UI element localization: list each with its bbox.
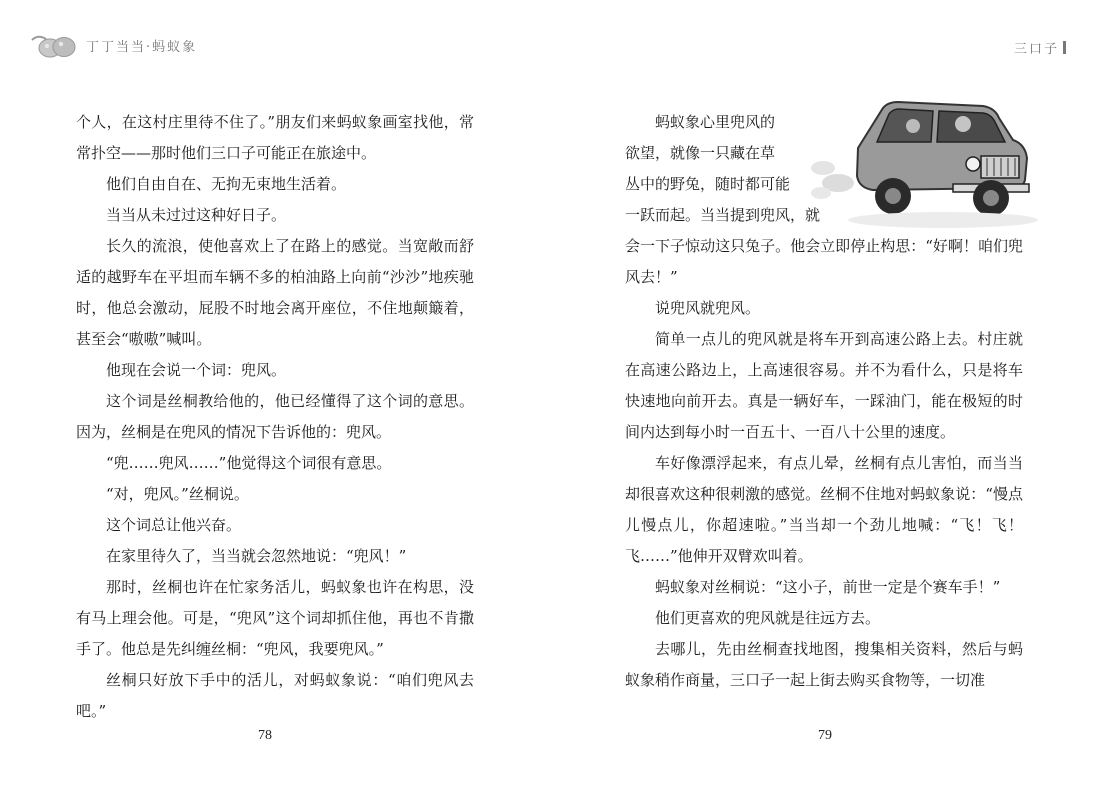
paragraph: “兜……兜风……”他觉得这个词很有意思。 <box>106 454 392 472</box>
peanut-logo-icon <box>28 30 80 60</box>
right-page-body <box>625 231 1023 696</box>
series-title: 丁丁当当·蚂蚁象 <box>86 39 198 55</box>
text-line: 丛中的野兔，随时都可能 <box>625 175 791 193</box>
paragraph: 长久的流浪，使他喜欢上了在路上的感觉。当宽敞而舒适的越野车在平坦而车辆不多的柏油路上向前“沙沙”地疾驰时，他总会激动，屁股不时地会离开座位，不住地颠簸着，甚至会“嗷嗷”喊叫。 <box>76 237 474 348</box>
paragraph: 这个词总让他兴奋。 <box>106 516 242 534</box>
paragraph: 车好像漂浮起来，有点儿晕，丝桐有点儿害怕，而当当却很喜欢这种很刺激的感觉。丝桐不住地对蚂蚁象说：“慢点儿慢点儿，你超速啦。”当当却一个劲儿地喊：“飞！飞！飞……”他伸开双臂欢叫着。 <box>625 454 1023 565</box>
header-bar-mark <box>1063 41 1066 54</box>
chapter-header <box>1014 38 1066 57</box>
page-number-left: 78 <box>258 728 272 743</box>
paragraph: 他们自由自在、无拘无束地生活着。 <box>106 175 347 193</box>
paragraph: 简单一点儿的兜风就是将车开到高速公路上去。村庄就在高速公路边上，上高速很容易。并不为看什么，只是将车快速地向前开去。真是一辆好车，一踩油门，能在极短的时间内达到每小时一百五十、一百八十公里的速度。 <box>625 330 1023 441</box>
wrapped-text-beside-image <box>625 107 845 231</box>
paragraph: 当当从未过过这种好日子。 <box>106 206 287 224</box>
left-page-body <box>76 107 474 727</box>
paragraph: 会一下子惊动这只兔子。他会立即停止构思：“好啊！咱们兜风去！” <box>625 237 1023 286</box>
text-line: 欲望，就像一只藏在草 <box>625 144 776 162</box>
text-line: 蚂蚁象心里兜风的 <box>655 113 776 131</box>
paragraph: 在家里待久了，当当就会忽然地说：“兜风！” <box>106 547 407 565</box>
right-page <box>548 0 1096 786</box>
series-header <box>28 28 197 62</box>
paragraph: 丝桐只好放下手中的活儿，对蚂蚁象说：“咱们兜风去吧。” <box>76 671 474 720</box>
paragraph: 说兜风就兜风。 <box>655 299 761 317</box>
paragraph: 他现在会说一个词：兜风。 <box>106 361 287 379</box>
text-line: 一跃而起。当当提到兜风，就 <box>625 206 821 224</box>
paragraph: 他们更喜欢的兜风就是往远方去。 <box>655 609 881 627</box>
paragraph: 个人，在这村庄里待不住了。”朋友们来蚂蚁象画室找他，常常扑空——那时他们三口子可能正在旅途中。 <box>76 113 474 162</box>
page-number-right: 79 <box>818 728 832 743</box>
paragraph: 那时，丝桐也许在忙家务活儿，蚂蚁象也许在构思，没有马上理会他。可是，“兜风”这个词却抓住他，再也不肯撒手了。他总是先纠缠丝桐：“兜风，我要兜风。” <box>76 578 474 658</box>
paragraph: 这个词是丝桐教给他的，他已经懂得了这个词的意思。因为，丝桐是在兜风的情况下告诉他的：兜风。 <box>76 392 474 441</box>
chapter-title: 三口子 <box>1013 42 1059 57</box>
paragraph: 蚂蚁象对丝桐说：“这小子，前世一定是个赛车手！” <box>655 578 1001 596</box>
paragraph: 去哪儿，先由丝桐查找地图，搜集相关资料，然后与蚂蚁象稍作商量，三口子一起上街去购买食物等，一切准 <box>625 640 1023 689</box>
paragraph: “对，兜风。”丝桐说。 <box>106 485 249 503</box>
